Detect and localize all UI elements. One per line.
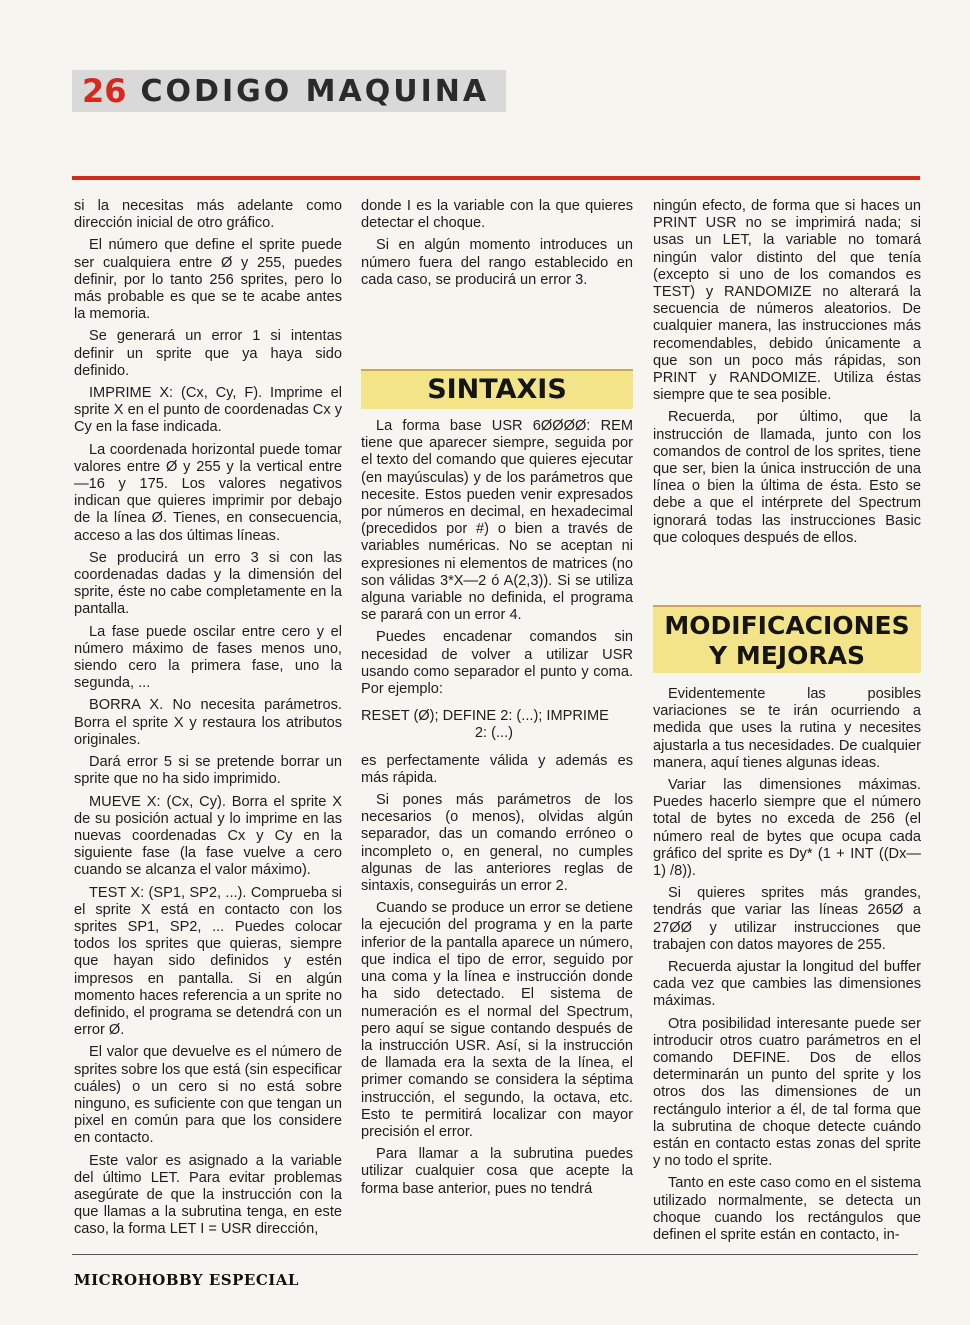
- code-example-line-2: 2: (...): [474, 725, 513, 742]
- paragraph: Recuerda ajustar la longitud del buffer cada vez que cambies las dimensiones máximas.: [653, 959, 921, 1010]
- paragraph: BORRA X. No necesita parámetros. Borra el sprite X y restaura los atributos originales.: [74, 697, 342, 748]
- paragraph: Si quieres sprites más grandes, tendrás que variar las líneas 265Ø a 27ØØ y utilizar instrucciones que trabajen con datos mayores de 255.: [653, 885, 921, 953]
- paragraph: si la necesitas más adelante como dirección inicial de otro gráfico.: [74, 198, 342, 232]
- modificaciones-heading-line-2: Y MEJORAS: [709, 641, 865, 670]
- paragraph: Cuando se produce un error se detiene la ejecución del programa y en la parte inferior de la pantalla aparece un número, que indica el tipo de error, seguido por una coma y la línea e instrucción donde ha sido detectado. El sistema de numeración es el normal del Spectrum, pero aquí se sigue contando después de la instrucción USR. Así, si la instrucción de llamada era la sexta de la línea, el primer comando se considera la séptima instrucción, el segundo, la octava, etc. Esto te permitirá localizar con mayor precisión el error.: [361, 900, 633, 1140]
- paragraph: Puedes encadenar comandos sin necesidad de volver a utilizar USR usando como separador el punto y coma. Por ejemplo:: [361, 629, 633, 698]
- paragraph: es perfectamente válida y además es más rápida.: [361, 752, 633, 786]
- page-number: 26: [82, 72, 127, 110]
- paragraph: donde I es la variable con la que quieres detectar el choque.: [361, 198, 633, 232]
- sintaxis-heading: SINTAXIS: [361, 369, 633, 409]
- column-2-top: [361, 198, 633, 294]
- header-rule: [72, 176, 920, 180]
- paragraph: La forma base USR 6ØØØØ: REM tiene que aparecer siempre, seguida por el texto del comando que quieres ejecutar (en mayúsculas) y de los parámetros que necesite. Estos pueden venir expresados por números en decimal, en hexadecimal (precedidos por #) o bien a través de variables numéricas. No se aceptan ni expresiones ni elementos de matrices (no son válidas 3*X—2 ó A(2,3)). Si se utiliza alguna variable no definida, el programa se parará con un error 4.: [361, 418, 633, 624]
- paragraph: Dará error 5 si se pretende borrar un sprite que no ha sido imprimido.: [74, 754, 342, 788]
- column-1: [74, 198, 342, 1244]
- paragraph: TEST X: (SP1, SP2, ...). Comprueba si el sprite X está en contacto con los sprites SP1, SP2, ... Puedes colocar todos los sprites que quieras, siempre que hayan sido definidos y estén impresos en pantalla. Si en algún momento haces referencia a un sprite no definido, el programa se detendrá con un error Ø.: [74, 884, 342, 1039]
- section-title: CODIGO MAQUINA: [140, 73, 490, 109]
- column-3-top: [653, 198, 921, 552]
- modificaciones-heading-line-1: MODIFICACIONES: [664, 611, 910, 640]
- paragraph: Variar las dimensiones máximas. Puedes hacerlo siempre que el número total de bytes no exceda de 256 (el número real de bytes que ocupa cada gráfico del sprite es Dy* (1 + INT ((Dx—1) /8)).: [653, 777, 921, 880]
- paragraph: Este valor es asignado a la variable del último LET. Para evitar problemas asegúrate de que la instrucción con la que llamas a la subrutina tenga, en este caso, la forma LET I = USR dirección,: [74, 1152, 342, 1238]
- paragraph: MUEVE X: (Cx, Cy). Borra el sprite X de su posición actual y lo imprime en las nuevas coordenadas Cx y Cy en la siguiente fase (la fase vuelve a cero cuando se alcanza el valor máximo).: [74, 793, 342, 879]
- code-example-line-1: RESET (Ø); DEFINE 2: (...); IMPRIME: [361, 708, 609, 725]
- paragraph: IMPRIME X: (Cx, Cy, F). Imprime el sprite X en el punto de coordenadas Cx y Cy en la fase indicada.: [74, 385, 342, 436]
- paragraph: La coordenada horizontal puede tomar valores entre Ø y 255 y la vertical entre —16 y 175. Los valores negativos indican que quieres imprimir por debajo de la línea Ø. Tienes, en consecuencia, acceso a las dos últimas líneas.: [74, 441, 342, 544]
- footer-publication: MICROHOBBY ESPECIAL: [74, 1271, 299, 1289]
- paragraph: Tanto en este caso como en el sistema utilizado normalmente, se detecta un choque cuando los rectángulos que definen el sprite están en contacto, in-: [653, 1175, 921, 1244]
- modificaciones-heading: [653, 605, 921, 673]
- column-2-bottom: [361, 418, 633, 1203]
- page-header: [72, 70, 506, 112]
- paragraph: Recuerda, por último, que la instrucción de llamada, junto con los comandos de control de los sprites, tiene que ser, bien la única instrucción de una línea o bien la última de ésta. Esto se debe a que el intérprete del Spectrum ignorará todas las instrucciones Basic que coloques después de ellos.: [653, 409, 921, 546]
- paragraph: Otra posibilidad interesante puede ser introducir otros cuatro parámetros en el comando DEFINE. Dos de ellos determinarán un punto del sprite y los otros dos las dimensiones de un rectángulo interior a él, de tal forma que la subrutina de choque detecte cuándo están en contacto estas zonas del sprite y no todo el sprite.: [653, 1015, 921, 1170]
- paragraph: La fase puede oscilar entre cero y el número máximo de fases menos uno, siendo cero la primera fase, uno la segunda, ...: [74, 623, 342, 692]
- paragraph: El valor que devuelve es el número de sprites sobre los que está (sin especificar cuáles) o un cero si no está sobre ninguno, es suficiente con que tengan un pixel en común para que los considere en contacto.: [74, 1044, 342, 1147]
- paragraph: Para llamar a la subrutina puedes utilizar cualquier cosa que acepte la forma base anterior, pues no tendrá: [361, 1146, 633, 1197]
- paragraph: ningún efecto, de forma que si haces un PRINT USR no se imprimirá nada; si usas un LET, la variable no tomará ningún valor distinto del que tenía (excepto si uno de los comandos es TEST) y RANDOMIZE no alterará la secuencia de números aleatorios. De cualquier manera, las instrucciones más recomendables, debido únicamente a que son un poco más rápidas, son PRINT y RANDOMIZE. Utiliza éstas siempre que te sea posible.: [653, 198, 921, 404]
- footer-rule: [72, 1254, 918, 1255]
- paragraph: El número que define el sprite puede ser cualquiera entre Ø y 255, puedes definir, por lo tanto 256 sprites, pero lo más probable es que se te acabe antes la memoria.: [74, 237, 342, 323]
- paragraph: Se generará un error 1 si intentas definir un sprite que ya haya sido definido.: [74, 328, 342, 379]
- paragraph: Si en algún momento introduces un número fuera del rango establecido en cada caso, se producirá un error 3.: [361, 237, 633, 288]
- column-3-bottom: [653, 686, 921, 1249]
- paragraph: Se producirá un erro 3 si con las coordenadas dadas y la dimensión del sprite, éste no cabe completamente en la pantalla.: [74, 549, 342, 618]
- paragraph: Si pones más parámetros de los necesarios (o menos), olvidas algún separador, das un comando erróneo o incompleto o, en general, no cumples algunas de las anteriores reglas de sintaxis, conseguirás un error 2.: [361, 792, 633, 895]
- paragraph: Evidentemente las posibles variaciones se te irán ocurriendo a medida que uses la rutina y necesites ajustarla a tus necesidades. De cualquier manera, aquí tienes algunas ideas.: [653, 686, 921, 771]
